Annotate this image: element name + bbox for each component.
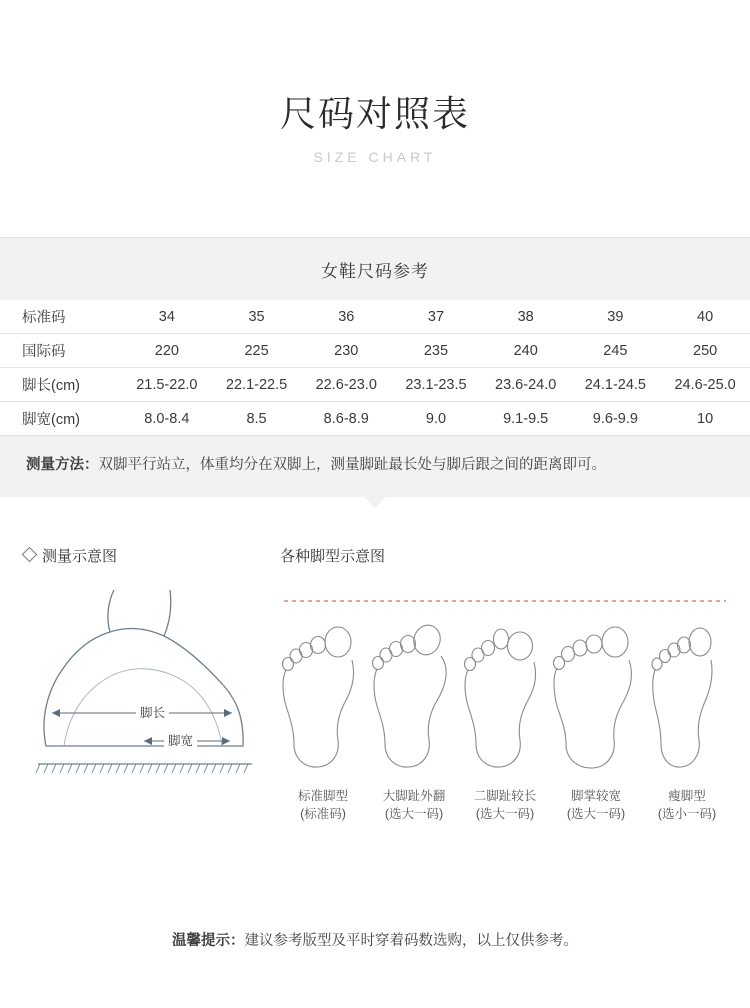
table-cell: 8.5 (212, 402, 302, 436)
list-item (553, 624, 639, 823)
table-row (0, 300, 750, 334)
table-row (0, 368, 750, 402)
table-cell: 34 (122, 300, 212, 334)
foot-print-narrow-icon (644, 624, 730, 774)
list-item (644, 624, 730, 823)
table-cell: 9.0 (391, 402, 481, 436)
footer-tip-text: 建议参考版型及平时穿着码数选购，以上仅供参考。 (244, 933, 578, 949)
page-subtitle: SIZE CHART (313, 149, 437, 166)
row-header: 国际码 (0, 334, 122, 368)
size-table-block (0, 237, 750, 436)
measure-diagram-block (24, 545, 256, 823)
table-cell: 22.1-22.5 (212, 368, 302, 402)
page-header (0, 0, 750, 165)
foot-type-caption (553, 787, 639, 823)
foot-type-advice: (选大一码) (384, 807, 444, 822)
footer-tip (0, 929, 750, 950)
measure-method-note (0, 436, 750, 497)
table-cell: 9.6-9.9 (571, 402, 661, 436)
list-item (371, 624, 457, 823)
table-cell: 230 (301, 334, 391, 368)
table-row (0, 334, 750, 368)
table-cell: 8.6-8.9 (301, 402, 391, 436)
foot-type-name: 二脚趾较长 (473, 788, 537, 803)
table-cell: 245 (571, 334, 661, 368)
foot-type-caption (462, 787, 548, 823)
table-cell: 9.1-9.5 (481, 402, 571, 436)
row-header: 标准码 (0, 300, 122, 334)
table-cell: 23.6-24.0 (481, 368, 571, 402)
size-table (0, 300, 750, 435)
measure-diagram-title-text: 测量示意图 (42, 547, 118, 565)
foot-print-wide-icon (553, 624, 639, 774)
measure-note-label: 测量方法： (26, 457, 99, 474)
table-cell: 24.6-25.0 (660, 368, 750, 402)
foot-type-name: 标准脚型 (297, 788, 348, 803)
foot-type-caption (280, 787, 366, 823)
size-table-caption: 女鞋尺码参考 (0, 238, 750, 300)
alignment-guide-line (280, 588, 730, 614)
table-cell: 21.5-22.0 (122, 368, 212, 402)
foot-types-block (256, 545, 730, 823)
table-cell: 22.6-23.0 (301, 368, 391, 402)
table-row (0, 402, 750, 436)
row-header: 脚宽(cm) (0, 402, 122, 436)
foot-type-name: 大脚趾外翻 (382, 788, 446, 803)
foot-type-name: 瘦脚型 (668, 788, 706, 803)
table-cell: 38 (481, 300, 571, 334)
measure-note-text: 双脚平行站立，体重均分在双脚上，测量脚趾最长处与脚后跟之间的距离即可。 (98, 457, 606, 474)
foot-length-label: 脚长 (136, 703, 169, 721)
foot-types-title: 各种脚型示意图 (280, 547, 386, 565)
table-cell: 235 (391, 334, 481, 368)
foot-type-name: 脚掌较宽 (570, 788, 621, 803)
foot-print-long-second-toe-icon (462, 624, 548, 774)
table-cell: 10 (660, 402, 750, 436)
list-item (462, 624, 548, 823)
table-cell: 8.0-8.4 (122, 402, 212, 436)
table-cell: 37 (391, 300, 481, 334)
foot-type-caption (644, 787, 730, 823)
table-cell: 39 (571, 300, 661, 334)
foot-width-label: 脚宽 (164, 731, 197, 749)
measure-diagram-title (24, 545, 256, 566)
diagram-section (0, 545, 750, 823)
table-cell: 220 (122, 334, 212, 368)
diamond-icon (22, 547, 38, 563)
table-cell: 24.1-24.5 (571, 368, 661, 402)
note-arrow (364, 497, 386, 508)
table-cell: 250 (660, 334, 750, 368)
list-item (280, 624, 366, 823)
row-header: 脚长(cm) (0, 368, 122, 402)
foot-type-caption (371, 787, 457, 823)
table-cell: 35 (212, 300, 302, 334)
foot-type-advice: (选大一码) (475, 807, 535, 822)
foot-type-advice: (选小一码) (657, 807, 717, 822)
foot-type-advice: (标准码) (300, 807, 346, 822)
foot-print-bunion-icon (371, 624, 457, 774)
foot-type-list (280, 624, 730, 823)
table-cell: 225 (212, 334, 302, 368)
foot-print-standard-icon (280, 624, 366, 774)
table-cell: 23.1-23.5 (391, 368, 481, 402)
page-title: 尺码对照表 (279, 93, 470, 134)
table-cell: 40 (660, 300, 750, 334)
table-cell: 240 (481, 334, 571, 368)
foot-type-advice: (选大一码) (566, 807, 626, 822)
footer-tip-label: 温馨提示： (172, 933, 245, 949)
table-cell: 36 (301, 300, 391, 334)
